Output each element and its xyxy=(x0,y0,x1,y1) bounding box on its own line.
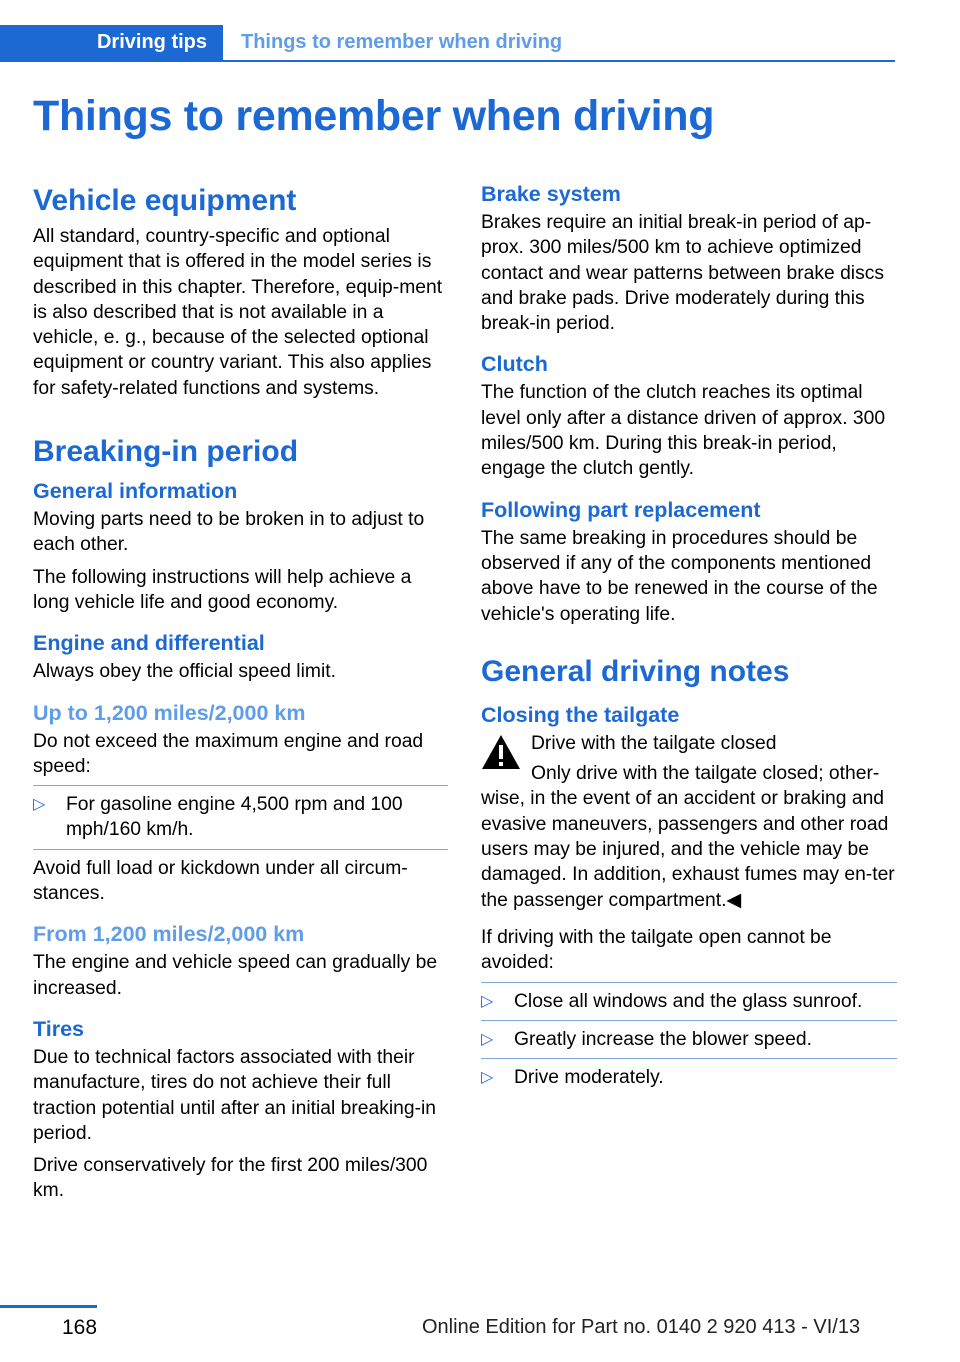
divider xyxy=(33,849,448,850)
list-item-text: For gasoline engine 4,500 rpm and 100 mph/160 km/h. xyxy=(66,794,403,841)
heading-breaking-in: Breaking-in period xyxy=(33,435,299,469)
triangle-bullet-icon: ▷ xyxy=(481,1069,494,1087)
list-item-text: Greatly increase the blower speed. xyxy=(514,1028,812,1050)
triangle-bullet-icon: ▷ xyxy=(481,992,494,1010)
tires-p1: Due to technical factors associated with their manufacture, tires do not achieve their full traction potential until after an initial breaking-in period. xyxy=(33,1046,436,1144)
heading-from: From 1,200 miles/2,000 km xyxy=(33,922,305,947)
heading-up-to: Up to 1,200 miles/2,000 km xyxy=(33,700,306,725)
heading-following-part: Following part replacement xyxy=(481,497,761,522)
following-text: The same breaking in procedures should be observed if any of the components mentioned above have to be renewed in the course of the vehicle's operating life. xyxy=(481,527,878,625)
list-item xyxy=(481,1065,897,1090)
list-item xyxy=(33,792,448,843)
list-item-text: Close all windows and the glass sunroof. xyxy=(514,990,863,1012)
footer-rule xyxy=(0,1305,97,1308)
header-bar xyxy=(0,25,895,62)
vehicle-equipment-text: All standard, country-specific and optional equipment that is offered in the model series is described in this chapter. Therefore, equip-ment is also described that is not available in a vehicle, e. g., because of the selected optional equipment or country variant. This also applies for safety-related functions and systems. xyxy=(33,226,443,399)
heading-general-information: General information xyxy=(33,479,238,504)
brake-text: Brakes require an initial break-in period of ap-prox. 300 miles/500 km to achieve optimized contact and wear patterns between brake discs and brake pads. Drive moderately during this break-in period. xyxy=(481,212,884,335)
up-to-text: Do not exceed the maximum engine and road speed: xyxy=(33,730,424,777)
from-text: The engine and vehicle speed can gradually be increased. xyxy=(33,952,438,999)
warning-triangle-icon xyxy=(481,734,521,770)
up-to-after-text: Avoid full load or kickdown under all circum-stances. xyxy=(33,857,408,905)
up-to-list xyxy=(33,792,448,843)
list-item xyxy=(481,1027,897,1052)
right-column xyxy=(481,178,897,1090)
list-item xyxy=(481,989,897,1014)
warning-block xyxy=(481,731,897,913)
page-title: Things to remember when driving xyxy=(33,92,715,140)
tires-p2: Drive conservatively for the first 200 miles/300 km. xyxy=(33,1155,428,1202)
divider xyxy=(481,982,897,983)
clutch-text: The function of the clutch reaches its optimal level only after a distance driven of approx. 300 miles/500 km. During this break-in period, engage the clutch gently. xyxy=(481,382,886,480)
engine-text: Always obey the official speed limit. xyxy=(33,661,336,683)
list-item-text: Drive moderately. xyxy=(514,1067,664,1089)
warning-text: Only drive with the tailgate closed; other-wise, in the event of an accident or braking and evasive maneuvers, passengers and other road users may be injured, and the vehicle may be damaged. In addition, exhaust fumes may en-ter the passenger compartment.◀ xyxy=(481,763,895,911)
general-info-p1: Moving parts need to be broken in to adjust to each other. xyxy=(33,509,425,556)
divider xyxy=(33,785,448,786)
heading-vehicle-equipment: Vehicle equipment xyxy=(33,184,297,217)
divider xyxy=(481,1020,897,1021)
header-rule xyxy=(0,60,895,62)
heading-closing-tailgate: Closing the tailgate xyxy=(481,702,680,727)
triangle-bullet-icon: ▷ xyxy=(33,796,46,814)
page-tab[interactable]: Things to remember when driving xyxy=(241,31,563,53)
heading-tires: Tires xyxy=(33,1016,84,1041)
edition-text: Online Edition for Part no. 0140 2 920 413 - VI/13 xyxy=(422,1316,861,1338)
open-tailgate-text: If driving with the tailgate open cannot be avoided: xyxy=(481,926,832,974)
divider xyxy=(481,1058,897,1059)
section-tab[interactable]: Driving tips xyxy=(0,25,223,60)
warning-title: Drive with the tailgate closed xyxy=(531,732,777,754)
heading-brake-system: Brake system xyxy=(481,182,621,206)
general-info-p2: The following instructions will help achieve a long vehicle life and good economy. xyxy=(33,566,412,613)
heading-engine-differential: Engine and differential xyxy=(33,631,265,656)
left-column xyxy=(33,178,448,1204)
heading-clutch: Clutch xyxy=(481,352,548,377)
open-tailgate-list xyxy=(481,989,897,1091)
heading-general-driving-notes: General driving notes xyxy=(481,654,790,688)
triangle-bullet-icon: ▷ xyxy=(481,1030,494,1048)
page-number: 168 xyxy=(62,1316,98,1339)
